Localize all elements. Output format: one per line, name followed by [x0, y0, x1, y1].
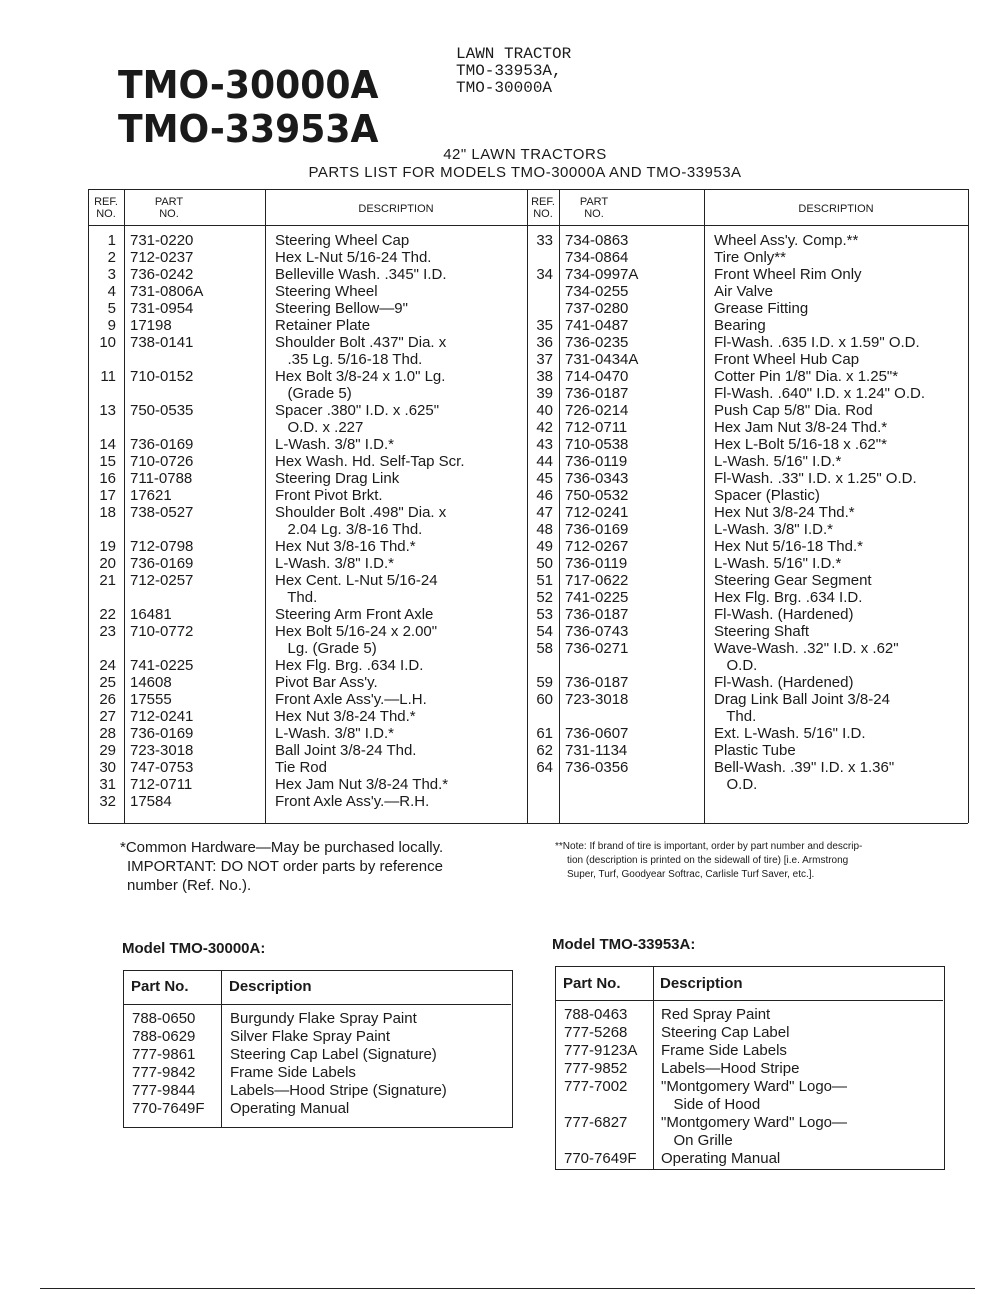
part-no: 712-0257 — [130, 572, 194, 589]
part-no: 731-0220 — [130, 232, 194, 249]
part-description: Wheel Ass'y. Comp.** — [714, 232, 859, 249]
header-ref-no: REF. NO. — [94, 196, 118, 220]
ref-no: 23 — [99, 623, 116, 640]
part-description: Bell-Wash. .39" I.D. x 1.36" O.D. — [714, 759, 895, 793]
ref-no: 40 — [536, 402, 553, 419]
ref-no: 44 — [536, 453, 553, 470]
ref-no: 30 — [99, 759, 116, 776]
model-part-no: 777-5268 — [564, 1024, 628, 1041]
ref-no: 2 — [107, 249, 116, 266]
ref-no: 19 — [99, 538, 116, 555]
part-no: 16481 — [130, 606, 172, 623]
ref-no: 26 — [99, 691, 116, 708]
part-no: 17198 — [130, 317, 172, 334]
header-description-2: DESCRIPTION — [798, 203, 874, 215]
part-no: 738-0527 — [130, 504, 194, 521]
part-no: 734-0997A — [565, 266, 639, 283]
ref-no: 1 — [107, 232, 116, 249]
part-no: 736-0235 — [565, 334, 629, 351]
ref-no: 45 — [536, 470, 553, 487]
model-part-description: Operating Manual — [230, 1100, 350, 1117]
model-part-description: Steering Cap Label (Signature) — [230, 1046, 437, 1063]
ref-no: 11 — [100, 368, 116, 385]
part-description: Push Cap 5/8" Dia. Rod — [714, 402, 873, 419]
ref-no: 39 — [536, 385, 553, 402]
header-part-no: PART NO. — [154, 196, 184, 220]
model-part-no: 777-9123A — [564, 1042, 638, 1059]
ref-no: 5 — [107, 300, 116, 317]
part-description: Hex Jam Nut 3/8-24 Thd.* — [275, 776, 449, 793]
part-description: Shoulder Bolt .498" Dia. x 2.04 Lg. 3/8-16 Thd. — [275, 504, 447, 538]
model-part-no: 777-9844 — [132, 1082, 196, 1099]
page-bottom-rule — [40, 1288, 975, 1289]
model-part-description: Burgundy Flake Spray Paint — [230, 1010, 417, 1027]
product-line-1: LAWN TRACTOR — [456, 45, 572, 63]
ref-no: 24 — [99, 657, 116, 674]
subtitle: 42" LAWN TRACTORS — [443, 146, 607, 163]
model-b-header-part: Part No. — [563, 975, 621, 992]
part-no: 738-0141 — [130, 334, 194, 351]
part-no: 736-0119 — [565, 555, 628, 572]
part-no: 723-3018 — [565, 691, 629, 708]
part-no: 736-0169 — [130, 725, 194, 742]
model-title-2: TMO-33953A — [118, 107, 379, 151]
part-description: Fl-Wash. (Hardened) — [714, 606, 854, 623]
part-description: Hex Nut 3/8-16 Thd.* — [275, 538, 416, 555]
part-no: 731-0806A — [130, 283, 204, 300]
part-no: 734-0863 — [565, 232, 629, 249]
part-no: 741-0225 — [565, 589, 629, 606]
part-description: Bearing — [714, 317, 766, 334]
ref-no: 3 — [107, 266, 116, 283]
part-description: L-Wash. 3/8" I.D.* — [714, 521, 833, 538]
ref-no: 31 — [99, 776, 116, 793]
part-no: 723-3018 — [130, 742, 194, 759]
part-no: 736-0187 — [565, 385, 629, 402]
part-no: 712-0237 — [130, 249, 194, 266]
part-no: 736-0607 — [565, 725, 629, 742]
part-description: Hex Flg. Brg. .634 I.D. — [714, 589, 863, 606]
part-description: Front Pivot Brkt. — [275, 487, 383, 504]
part-description: L-Wash. 3/8" I.D.* — [275, 725, 394, 742]
part-no: 736-0242 — [130, 266, 194, 283]
ref-no: 4 — [107, 283, 116, 300]
model-title-1: TMO-30000A — [118, 63, 379, 107]
ref-no: 35 — [536, 317, 553, 334]
ref-no: 48 — [536, 521, 553, 538]
part-description: Shoulder Bolt .437" Dia. x .35 Lg. 5/16-18 Thd. — [275, 334, 447, 368]
model-part-description: Labels—Hood Stripe (Signature) — [230, 1082, 447, 1099]
part-description: Grease Fitting — [714, 300, 809, 317]
model-part-no: 777-9842 — [132, 1064, 196, 1081]
part-description: Ext. L-Wash. 5/16" I.D. — [714, 725, 866, 742]
part-description: Front Wheel Rim Only — [714, 266, 862, 283]
part-no: 711-0788 — [130, 470, 193, 487]
part-no: 712-0711 — [130, 776, 193, 793]
ref-no: 49 — [536, 538, 553, 555]
part-no: 717-0622 — [565, 572, 629, 589]
part-description: Air Valve — [714, 283, 773, 300]
part-no: 712-0711 — [565, 419, 628, 436]
part-description: Steering Gear Segment — [714, 572, 872, 589]
ref-no: 60 — [536, 691, 553, 708]
part-no: 736-0343 — [565, 470, 629, 487]
model-part-description: Operating Manual — [661, 1150, 781, 1167]
part-description: Steering Bellow—9" — [275, 300, 408, 317]
ref-no: 64 — [536, 759, 553, 776]
model-part-description: "Montgomery Ward" Logo— Side of Hood — [661, 1078, 847, 1113]
part-no: 750-0532 — [565, 487, 629, 504]
part-description: Hex Nut 5/16-18 Thd.* — [714, 538, 863, 555]
part-description: Hex Wash. Hd. Self-Tap Scr. — [275, 453, 465, 470]
ref-no: 32 — [99, 793, 116, 810]
ref-no: 20 — [99, 555, 116, 572]
model-part-no: 770-7649F — [564, 1150, 637, 1167]
part-description: Fl-Wash. .33" I.D. x 1.25" O.D. — [714, 470, 917, 487]
part-description: Steering Shaft — [714, 623, 810, 640]
part-description: Ball Joint 3/8-24 Thd. — [275, 742, 417, 759]
part-no: 731-0434A — [565, 351, 639, 368]
part-description: Hex Cent. L-Nut 5/16-24 Thd. — [275, 572, 438, 606]
part-description: Hex Nut 3/8-24 Thd.* — [275, 708, 416, 725]
ref-no: 17 — [99, 487, 116, 504]
part-description: Pivot Bar Ass'y. — [275, 674, 378, 691]
part-no: 712-0241 — [130, 708, 194, 725]
part-no: 736-0169 — [130, 555, 194, 572]
part-no: 17621 — [130, 487, 172, 504]
ref-no: 33 — [536, 232, 553, 249]
common-hardware-note: *Common Hardware—May be purchased locally. IMPORTANT: DO NOT order parts by reference number (Ref. No.). — [120, 839, 444, 894]
ref-no: 47 — [536, 504, 553, 521]
part-description: Hex Flg. Brg. .634 I.D. — [275, 657, 424, 674]
part-no: 714-0470 — [565, 368, 629, 385]
part-description: Plastic Tube — [714, 742, 796, 759]
part-no: 710-0152 — [130, 368, 194, 385]
ref-no: 10 — [99, 334, 116, 351]
part-description: Hex L-Nut 5/16-24 Thd. — [275, 249, 432, 266]
part-no: 750-0535 — [130, 402, 194, 419]
part-description: Steering Wheel Cap — [275, 232, 410, 249]
ref-no: 36 — [536, 334, 553, 351]
part-no: 712-0241 — [565, 504, 629, 521]
part-description: Hex L-Bolt 5/16-18 x .62"* — [714, 436, 887, 453]
ref-no: 22 — [99, 606, 116, 623]
model-a-header-desc: Description — [229, 978, 312, 995]
ref-no: 61 — [536, 725, 553, 742]
header-part-no-2: PART NO. — [579, 196, 609, 220]
part-no: 736-0743 — [565, 623, 629, 640]
part-no: 710-0538 — [565, 436, 629, 453]
ref-no: 28 — [99, 725, 116, 742]
model-part-description: Silver Flake Spray Paint — [230, 1028, 391, 1045]
part-no: 736-0187 — [565, 606, 629, 623]
model-a-header-part: Part No. — [131, 978, 189, 995]
model-part-description: Frame Side Labels — [230, 1064, 356, 1081]
part-no: 736-0271 — [565, 640, 629, 657]
part-description: Tie Rod — [275, 759, 327, 776]
part-description: Fl-Wash. .640" I.D. x 1.24" O.D. — [714, 385, 925, 402]
part-description: Front Axle Ass'y.—R.H. — [275, 793, 430, 810]
part-description: Belleville Wash. .345" I.D. — [275, 266, 447, 283]
ref-no: 9 — [107, 317, 116, 334]
ref-no: 52 — [536, 589, 553, 606]
model-b-title: Model TMO-33953A: — [552, 936, 696, 953]
header-ref-no-2: REF. NO. — [531, 196, 555, 220]
ref-no: 37 — [536, 351, 553, 368]
part-no: 710-0772 — [130, 623, 194, 640]
ref-no: 62 — [536, 742, 553, 759]
ref-no: 21 — [99, 572, 116, 589]
part-description: Cotter Pin 1/8" Dia. x 1.25"* — [714, 368, 899, 385]
part-description: Spacer (Plastic) — [714, 487, 820, 504]
part-no: 736-0169 — [565, 521, 629, 538]
part-description: Drag Link Ball Joint 3/8-24 Thd. — [714, 691, 890, 725]
part-description: Front Wheel Hub Cap — [714, 351, 860, 368]
model-part-description: "Montgomery Ward" Logo— On Grille — [661, 1114, 847, 1149]
part-description: L-Wash. 5/16" I.D.* — [714, 453, 842, 470]
ref-no: 15 — [99, 453, 116, 470]
tire-note: **Note: If brand of tire is important, order by part number and descrip- tion (description is printed on the sidewall of tire) [i.e. Armstrong Super, Turf, Goodyear Softrac, Carlisle Turf Saver, etc.]. — [555, 841, 863, 880]
ref-no: 59 — [536, 674, 553, 691]
model-part-no: 777-6827 — [564, 1114, 628, 1131]
part-no: 726-0214 — [565, 402, 629, 419]
part-no: 17555 — [130, 691, 172, 708]
part-description: Fl-Wash. (Hardened) — [714, 674, 854, 691]
model-part-no: 777-7002 — [564, 1078, 628, 1095]
ref-no: 43 — [536, 436, 553, 453]
model-part-description: Frame Side Labels — [661, 1042, 787, 1059]
part-description: Steering Arm Front Axle — [275, 606, 434, 623]
model-part-no: 777-9861 — [132, 1046, 196, 1063]
model-part-no: 770-7649F — [132, 1100, 205, 1117]
ref-no: 51 — [536, 572, 553, 589]
part-description: Hex Nut 3/8-24 Thd.* — [714, 504, 855, 521]
part-description: Steering Wheel — [275, 283, 378, 300]
part-description: Hex Jam Nut 3/8-24 Thd.* — [714, 419, 888, 436]
part-description: Tire Only** — [714, 249, 786, 266]
part-description: Wave-Wash. .32" I.D. x .62" O.D. — [714, 640, 899, 674]
part-no: 712-0267 — [565, 538, 629, 555]
part-no: 712-0798 — [130, 538, 194, 555]
header-description: DESCRIPTION — [358, 203, 434, 215]
model-part-description: Steering Cap Label — [661, 1024, 790, 1041]
product-line-3: TMO-30000A — [456, 79, 553, 97]
product-line-2: TMO-33953A, — [456, 62, 562, 80]
part-description: Spacer .380" I.D. x .625" O.D. x .227 — [275, 402, 440, 436]
part-no: 736-0169 — [130, 436, 194, 453]
part-no: 731-0954 — [130, 300, 194, 317]
ref-no: 25 — [99, 674, 116, 691]
ref-no: 29 — [99, 742, 116, 759]
part-no: 741-0225 — [130, 657, 194, 674]
part-description: Hex Bolt 3/8-24 x 1.0" Lg. (Grade 5) — [275, 368, 446, 402]
ref-no: 58 — [536, 640, 553, 657]
ref-no: 38 — [536, 368, 553, 385]
ref-no: 46 — [536, 487, 553, 504]
ref-no: 27 — [99, 708, 116, 725]
model-part-no: 777-9852 — [564, 1060, 628, 1077]
part-no: 741-0487 — [565, 317, 629, 334]
model-part-no: 788-0650 — [132, 1010, 196, 1027]
model-b-header-desc: Description — [660, 975, 743, 992]
part-no: 710-0726 — [130, 453, 194, 470]
part-no: 736-0187 — [565, 674, 629, 691]
ref-no: 18 — [99, 504, 116, 521]
parts-list-title: PARTS LIST FOR MODELS TMO-30000A AND TMO-33953A — [308, 164, 742, 181]
model-part-no: 788-0629 — [132, 1028, 196, 1045]
model-part-description: Labels—Hood Stripe — [661, 1060, 800, 1077]
part-no: 734-0255 — [565, 283, 629, 300]
model-part-description: Red Spray Paint — [661, 1006, 771, 1023]
ref-no: 54 — [536, 623, 553, 640]
model-a-title: Model TMO-30000A: — [122, 940, 266, 957]
part-no: 731-1134 — [565, 742, 628, 759]
part-no: 736-0119 — [565, 453, 628, 470]
part-description: Steering Drag Link — [275, 470, 400, 487]
ref-no: 50 — [536, 555, 553, 572]
part-no: 737-0280 — [565, 300, 629, 317]
part-no: 736-0356 — [565, 759, 629, 776]
part-description: Fl-Wash. .635 I.D. x 1.59" O.D. — [714, 334, 920, 351]
part-description: Retainer Plate — [275, 317, 371, 334]
part-description: Front Axle Ass'y.—L.H. — [275, 691, 427, 708]
part-description: L-Wash. 5/16" I.D.* — [714, 555, 842, 572]
model-part-no: 788-0463 — [564, 1006, 628, 1023]
part-no: 14608 — [130, 674, 172, 691]
ref-no: 42 — [536, 419, 553, 436]
ref-no: 16 — [99, 470, 116, 487]
part-description: L-Wash. 3/8" I.D.* — [275, 436, 394, 453]
part-no: 734-0864 — [565, 249, 629, 266]
part-no: 17584 — [130, 793, 172, 810]
part-no: 747-0753 — [130, 759, 194, 776]
part-description: Hex Bolt 5/16-24 x 2.00" Lg. (Grade 5) — [275, 623, 438, 657]
ref-no: 34 — [536, 266, 553, 283]
part-description: L-Wash. 3/8" I.D.* — [275, 555, 394, 572]
ref-no: 14 — [99, 436, 116, 453]
ref-no: 13 — [99, 402, 116, 419]
ref-no: 53 — [536, 606, 553, 623]
